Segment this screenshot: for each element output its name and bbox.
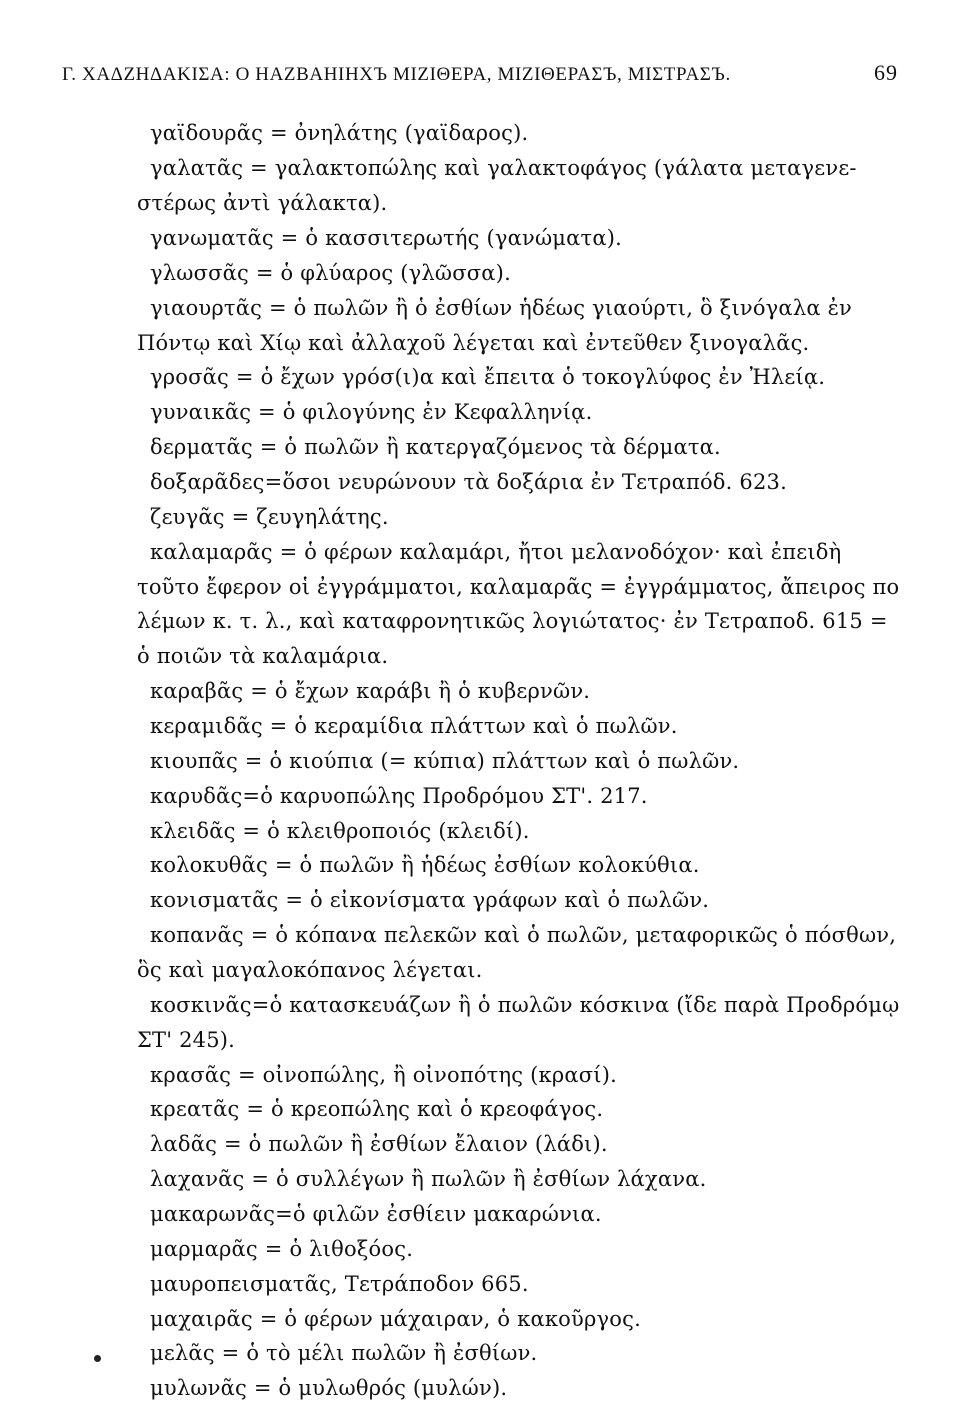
margin-dot	[94, 1355, 101, 1362]
text-line: δοξαρᾶδες=ὅσοι νευρώνουν τὰ δοξάρια ἐν Τετραπόδ. 623.	[150, 470, 787, 494]
text-line: κεραμιδᾶς = ὁ κεραμίδια πλάττων καὶ ὁ πωλῶν.	[150, 714, 678, 738]
running-title: Γ. ΧΑΔΖΗΔΑΚΙΣΑ: Ο ΗΑΖΒΑΗΙΗΧЪ ΜΙΖΙΘΕΡΑ, ΜΙΖΙΘΕΡΑΣЪ, ΜΙΣΤΡΑΣЪ.	[62, 64, 731, 85]
text-line: καραβᾶς = ὁ ἔχων καράβι ἢ ὁ κυβερνῶν.	[150, 679, 591, 703]
text-line: ζευγᾶς = ζευγηλάτης.	[150, 505, 389, 529]
text-line: γαϊδουρᾶς = ὀνηλάτης (γαϊδαρος).	[150, 121, 529, 145]
text-line: μαυροπεισματᾶς, Τετράποδον 665.	[150, 1272, 529, 1296]
text-line: στέρως ἀντὶ γάλακτα).	[137, 191, 388, 215]
text-line: κονισματᾶς = ὁ εἰκονίσματα γράφων καὶ ὁ πωλῶν.	[150, 888, 710, 912]
text-line: γαλατᾶς = γαλακτοπώλης καὶ γαλακτοφάγος (γάλατα μεταγενε-	[150, 156, 857, 180]
text-line: γροσᾶς = ὁ ἔχων γρόσ(ι)α καὶ ἔπειτα ὁ τοκογλύφος ἐν Ἠλείᾳ.	[150, 365, 826, 389]
text-line: Πόντῳ καὶ Χίῳ καὶ ἀλλαχοῦ λέγεται καὶ ἐντεῦθεν ξινογαλᾶς.	[137, 331, 810, 355]
text-line: λαχανᾶς = ὁ συλλέγων ἢ πωλῶν ἢ ἐσθίων λάχανα.	[150, 1167, 707, 1191]
text-line: ΣΤ' 245).	[137, 1028, 236, 1052]
text-line: μαχαιρᾶς = ὁ φέρων μάχαιραν, ὁ κακοῦργος.	[150, 1307, 641, 1331]
page-number: 69	[874, 60, 898, 85]
text-line: τοῦτο ἔφερον οἱ ἐγγράμματοι, καλαμαρᾶς = ἐγγράμματος, ἄπειρος πο	[137, 575, 900, 599]
text-line: ὃς καὶ μαγαλοκόπανος λέγεται.	[137, 958, 483, 982]
text-line: μακαρωνᾶς=ὁ φιλῶν ἐσθίειν μακαρώνια.	[150, 1202, 602, 1226]
text-line: καλαμαρᾶς = ὁ φέρων καλαμάρι, ἤτοι μελανοδόχον· καὶ ἐπειδὴ	[150, 540, 842, 564]
text-line: κοσκινᾶς=ὁ κατασκευάζων ἢ ὁ πωλῶν κόσκινα (ἴδε παρὰ Προδρόμῳ	[150, 993, 900, 1017]
text-line: κολοκυθᾶς = ὁ πωλῶν ἢ ἡδέως ἐσθίων κολοκύθια.	[150, 853, 700, 877]
text-line: μαρμαρᾶς = ὁ λιθοξόος.	[150, 1237, 414, 1261]
text-line: μυλωνᾶς = ὁ μυλωθρός (μυλών).	[150, 1376, 508, 1400]
text-line: ὁ ποιῶν τὰ καλαμάρια.	[137, 644, 389, 668]
text-line: λέμων κ. τ. λ., καὶ καταφρονητικῶς λογιώτατος· ἐν Τετραποδ. 615 =	[137, 609, 888, 633]
text-line: κοπανᾶς = ὁ κόπανα πελεκῶν καὶ ὁ πωλῶν, μεταφορικῶς ὁ πόσθων,	[150, 923, 897, 947]
text-line: κλειδᾶς = ὁ κλειθροποιός (κλειδί).	[150, 819, 530, 843]
text-line: γυναικᾶς = ὁ φιλογύνης ἐν Κεφαλληνίᾳ.	[150, 400, 593, 424]
text-line: γανωματᾶς = ὁ κασσιτερωτής (γανώματα).	[150, 226, 622, 250]
text-line: δερματᾶς = ὁ πωλῶν ἢ κατεργαζόμενος τὰ δέρματα.	[150, 435, 721, 459]
text-line: μελᾶς = ὁ τὸ μέλι πωλῶν ἢ ἐσθίων.	[150, 1341, 538, 1365]
text-line: καρυδᾶς=ὁ καρυοπώλης Προδρόμου ΣΤ'. 217.	[150, 784, 648, 808]
text-line: κρασᾶς = οἰνοπώλης, ἢ οἰνοπότης (κρασί).	[150, 1063, 617, 1087]
text-line: γιαουρτᾶς = ὁ πωλῶν ἢ ὁ ἐσθίων ἡδέως γιαούρτι, ὃ ξινόγαλα ἐν	[150, 296, 853, 320]
text-line: κρεατᾶς = ὁ κρεοπώλης καὶ ὁ κρεοφάγος.	[150, 1097, 604, 1121]
text-line: γλωσσᾶς = ὁ φλύαρος (γλῶσσα).	[150, 261, 511, 285]
text-line: κιουπᾶς = ὁ κιούπια (= κύπια) πλάττων καὶ ὁ πωλῶν.	[150, 749, 740, 773]
text-line: λαδᾶς = ὁ πωλῶν ἢ ἐσθίων ἔλαιον (λάδι).	[150, 1132, 608, 1156]
